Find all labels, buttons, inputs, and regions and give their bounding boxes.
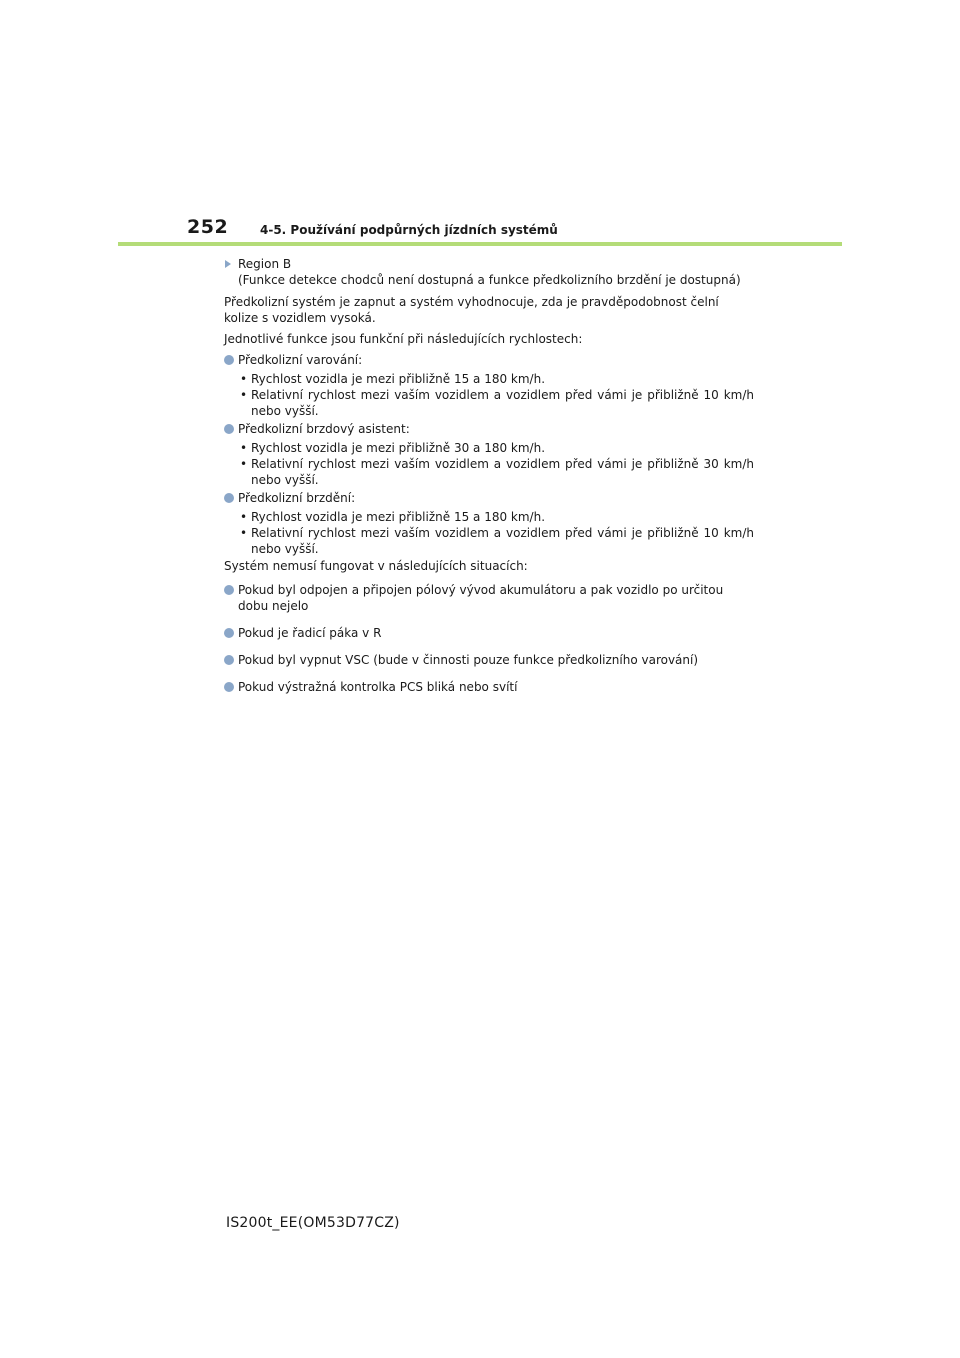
- small-bullet-icon: •: [240, 372, 248, 386]
- function-conditions: [224, 509, 754, 557]
- condition-text: Rychlost vozidla je mezi přibližně 15 a 180 km/h.: [251, 372, 546, 386]
- situation-item: [224, 582, 754, 614]
- small-bullet-icon: •: [240, 441, 248, 455]
- triangle-arrow-icon: [225, 260, 231, 268]
- function-item: [224, 352, 754, 368]
- bullet-dot-icon: [224, 655, 234, 665]
- small-bullet-icon: •: [240, 510, 248, 524]
- function-title: Předkolizní varování:: [238, 353, 363, 367]
- small-bullet-icon: •: [240, 457, 248, 471]
- condition-text: Rychlost vozidla je mezi přibližně 30 a 180 km/h.: [251, 441, 546, 455]
- region-title: Region B: [238, 257, 292, 271]
- function-item: [224, 490, 754, 506]
- function-conditions: [224, 371, 754, 419]
- bullet-dot-icon: [224, 493, 234, 503]
- function-conditions: [224, 440, 754, 488]
- intro-paragraph: Předkolizní systém je zapnut a systém vyhodnocuje, zda je pravděpodobnost čelní kolize s vozidlem vysoká.: [224, 295, 719, 325]
- page-content: [224, 256, 754, 698]
- bullet-dot-icon: [224, 355, 234, 365]
- condition-item: [240, 509, 754, 525]
- condition-text: Rychlost vozidla je mezi přibližně 15 a 180 km/h.: [251, 510, 546, 524]
- page-number: 252: [187, 216, 229, 238]
- condition-item: [240, 387, 754, 419]
- region-note: (Funkce detekce chodců není dostupná a funkce předkolizního brzdění je dostupná): [238, 273, 741, 287]
- bullet-dot-icon: [224, 424, 234, 434]
- header-rule: [118, 242, 842, 246]
- small-bullet-icon: •: [240, 388, 248, 402]
- situation-text: Pokud výstražná kontrolka PCS bliká nebo svítí: [238, 680, 518, 694]
- section-title: 4-5. Používání podpůrných jízdních systémů: [260, 223, 558, 237]
- page-header: [0, 0, 960, 250]
- region-heading: [224, 256, 754, 288]
- condition-text: Relativní rychlost mezi vaším vozidlem a vozidlem před vámi je přibližně 30 km/h nebo vyšší.: [251, 457, 754, 487]
- condition-text: Relativní rychlost mezi vaším vozidlem a vozidlem před vámi je přibližně 10 km/h nebo vyšší.: [251, 388, 754, 418]
- bullet-dot-icon: [224, 628, 234, 638]
- condition-item: [240, 456, 754, 488]
- condition-text: Relativní rychlost mezi vaším vozidlem a vozidlem před vámi je přibližně 10 km/h nebo vyšší.: [251, 526, 754, 556]
- model-code: IS200t_EE(OM53D77CZ): [226, 1215, 400, 1231]
- condition-item: [240, 371, 754, 387]
- condition-item: [240, 525, 754, 557]
- not-working-intro: Systém nemusí fungovat v následujících situacích:: [224, 559, 528, 573]
- bullet-dot-icon: [224, 585, 234, 595]
- situation-item: [224, 625, 754, 641]
- situation-item: [224, 679, 754, 695]
- situation-text: Pokud byl odpojen a připojen pólový vývod akumulátoru a pak vozidlo po určitou dobu nejelo: [238, 583, 724, 613]
- function-title: Předkolizní brzdový asistent:: [238, 422, 410, 436]
- function-title: Předkolizní brzdění:: [238, 491, 356, 505]
- situation-item: [224, 652, 754, 668]
- bullet-dot-icon: [224, 682, 234, 692]
- condition-item: [240, 440, 754, 456]
- situation-text: Pokud je řadicí páka v R: [238, 626, 382, 640]
- speeds-intro: Jednotlivé funkce jsou funkční při následujících rychlostech:: [224, 332, 583, 346]
- situation-text: Pokud byl vypnut VSC (bude v činnosti pouze funkce předkolizního varování): [238, 653, 699, 667]
- function-item: [224, 421, 754, 437]
- small-bullet-icon: •: [240, 526, 248, 540]
